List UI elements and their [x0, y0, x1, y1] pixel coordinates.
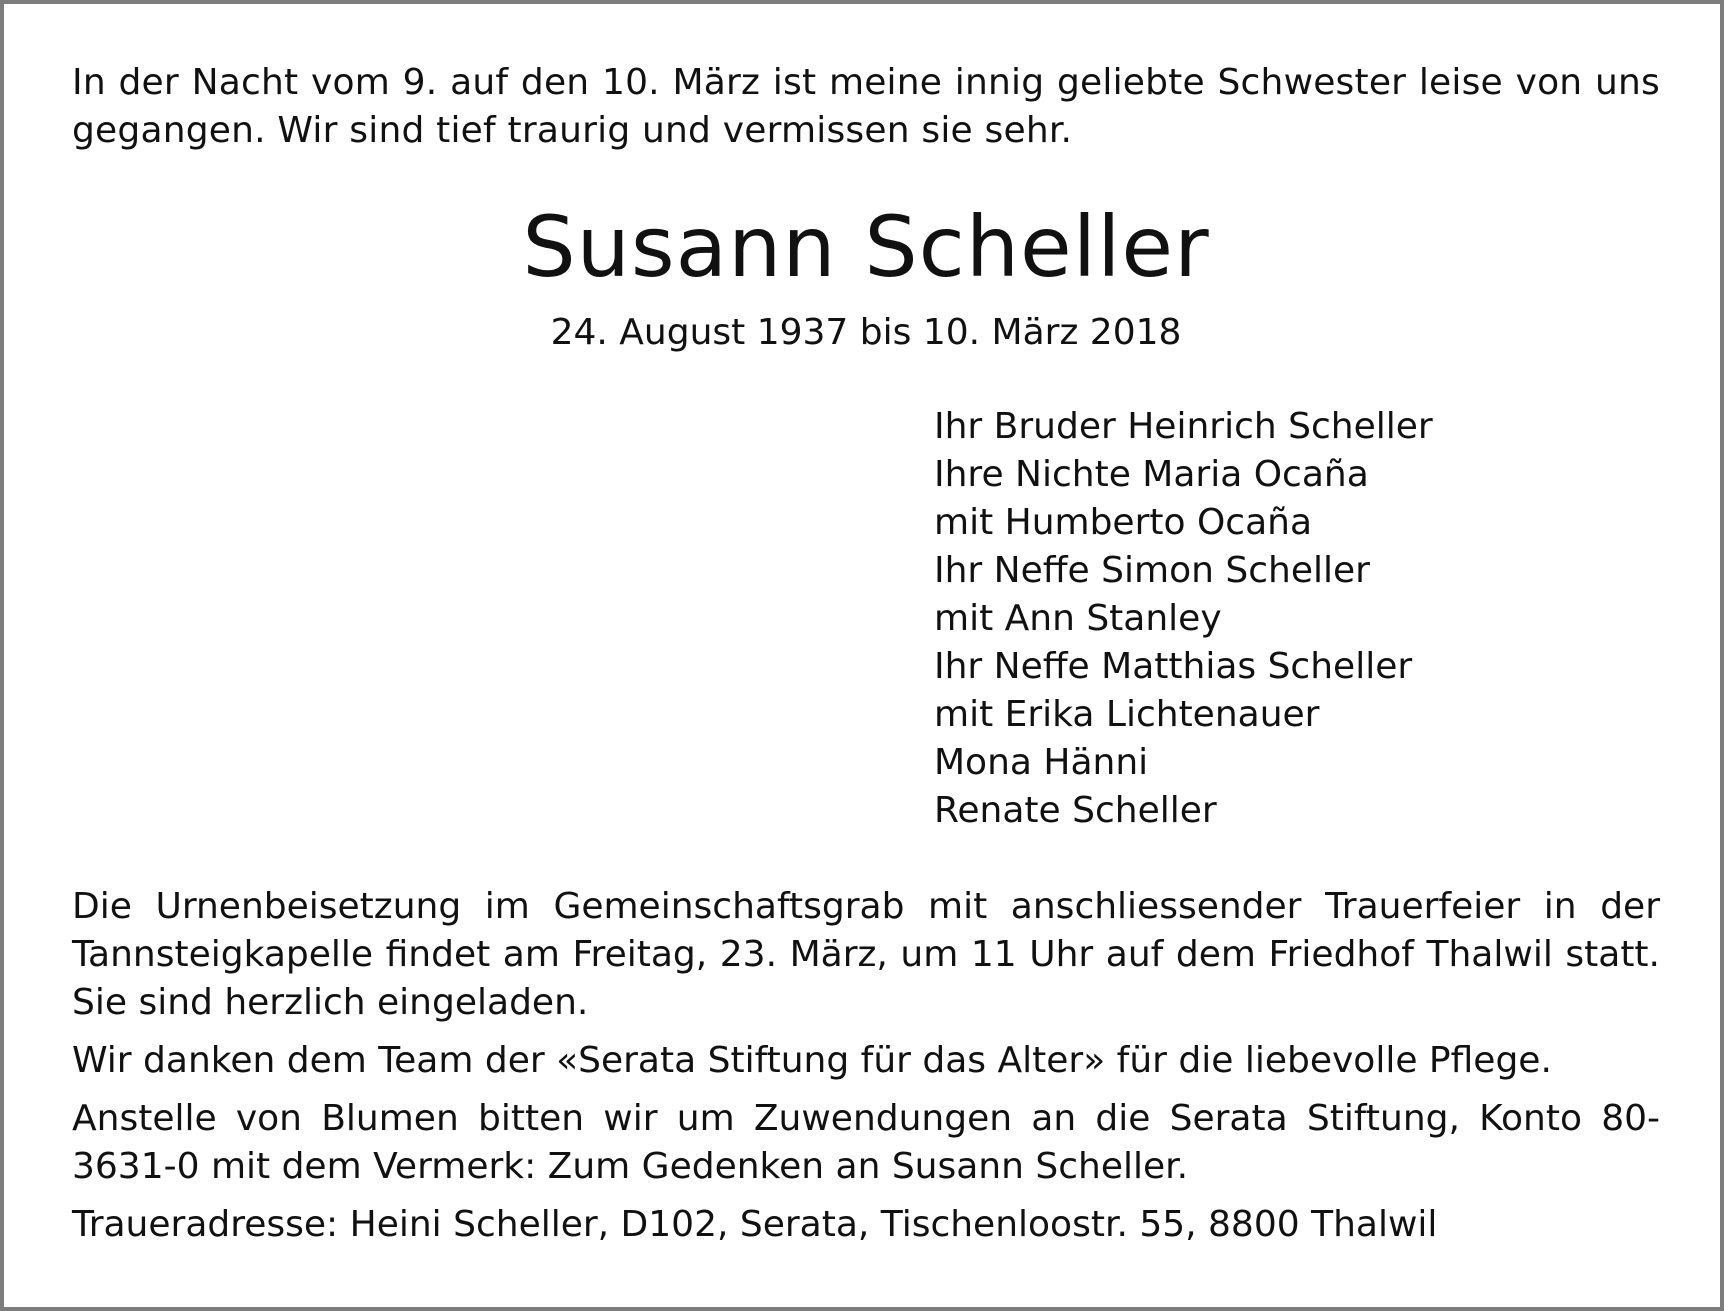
- mourner-item: Ihre Nichte Maria Ocaña: [934, 454, 1369, 495]
- donation-paragraph: Anstelle von Blumen bitten wir um Zuwendungen an die Serata Stiftung, Konto 80-3631-0 mit dem Vermerk: Zum Gedenken an Susann Scheller.: [72, 1098, 1660, 1187]
- mourner-item: Ihr Neffe Matthias Scheller: [934, 646, 1413, 687]
- lead-text: In der Nacht vom 9. auf den 10. März ist meine innig geliebte Schwester leise von uns gegangen. Wir sind tief traurig und vermissen sie sehr.: [72, 62, 1660, 151]
- mourners-list: [934, 403, 1660, 835]
- mourner-item: Ihr Bruder Heinrich Scheller: [934, 406, 1433, 447]
- mourner-item: Ihr Neffe Simon Scheller: [934, 550, 1370, 591]
- notice-body: [72, 883, 1660, 1249]
- deceased-name: Susann Scheller: [522, 198, 1210, 296]
- thanks-paragraph: Wir danken dem Team der «Serata Stiftung für das Alter» für die liebevolle Pflege.: [72, 1040, 1552, 1081]
- life-dates: 24. August 1937 bis 10. März 2018: [550, 312, 1182, 353]
- obituary-notice: [72, 59, 1660, 1259]
- mourning-address: Traueradresse: Heini Scheller, D102, Serata, Tischenloostr. 55, 8800 Thalwil: [72, 1204, 1438, 1245]
- mourner-item: mit Humberto Ocaña: [934, 502, 1313, 543]
- mourner-item: mit Ann Stanley: [934, 598, 1222, 639]
- mourner-item: Mona Hänni: [934, 742, 1149, 783]
- funeral-info-paragraph: Die Urnenbeisetzung im Gemeinschaftsgrab mit anschliessender Trauerfeier in der Tannsteigkapelle findet am Freitag, 23. März, um 11 Uhr auf dem Friedhof Thalwil statt. Sie sind herzlich eingeladen.: [72, 886, 1660, 1023]
- mourner-item: Renate Scheller: [934, 790, 1217, 831]
- mourner-item: mit Erika Lichtenauer: [934, 694, 1320, 735]
